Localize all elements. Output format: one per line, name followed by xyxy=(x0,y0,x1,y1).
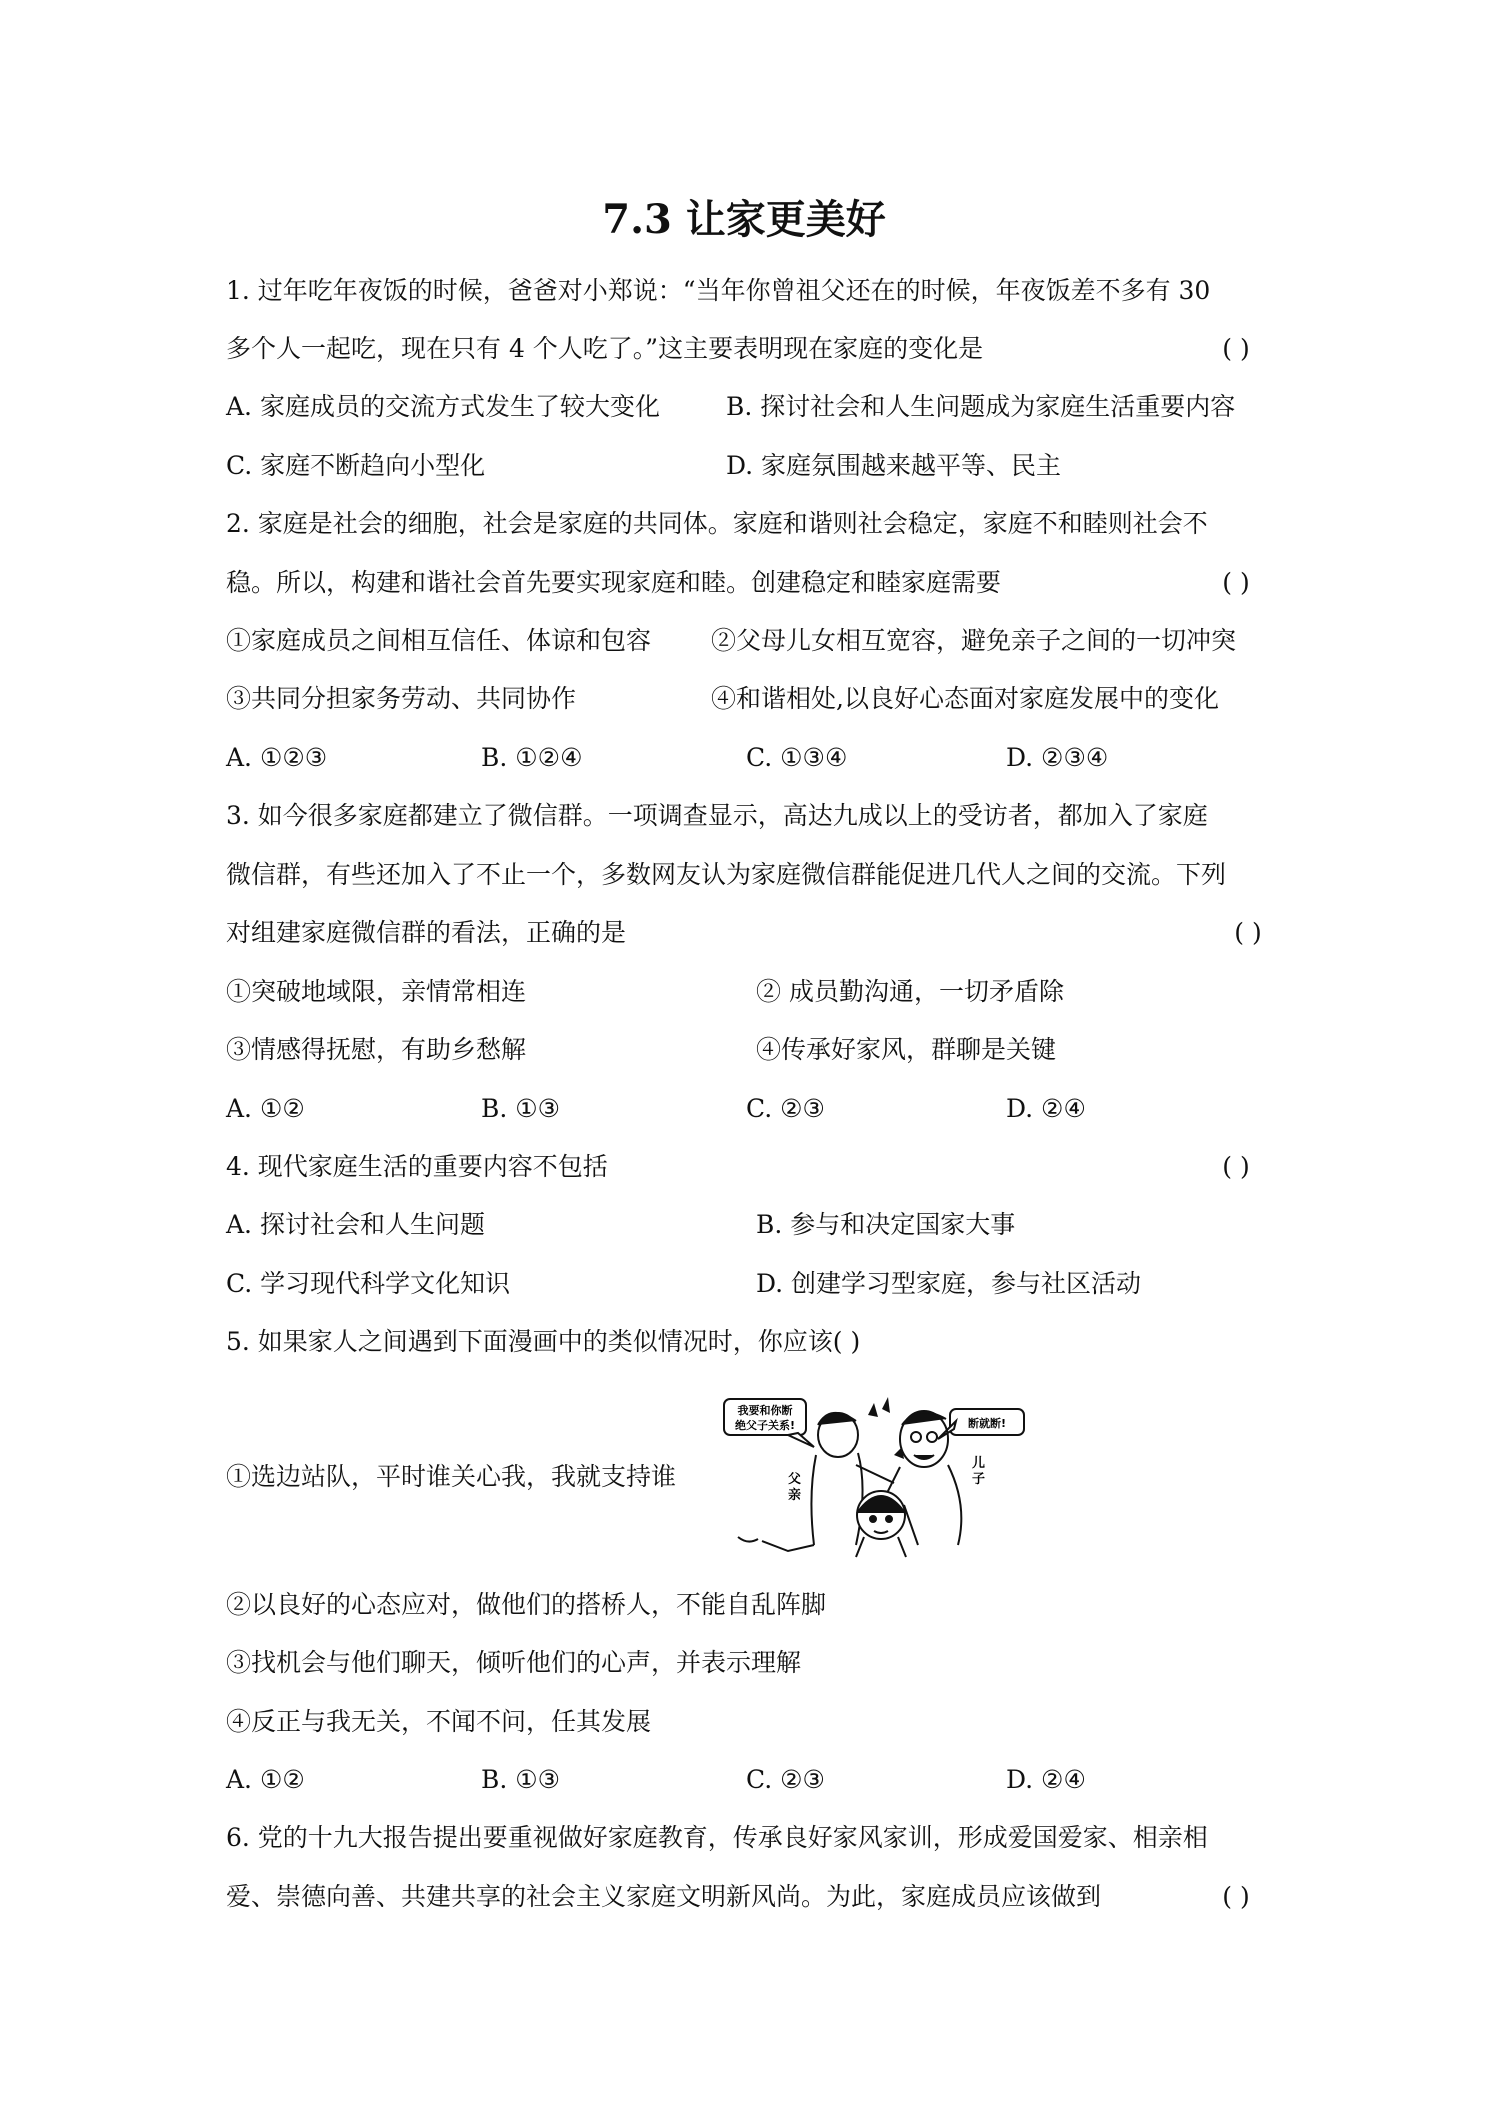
label-son-char2: 子 xyxy=(972,1472,986,1487)
q3-stem-text: 对组建家庭微信群的看法，正确的是 xyxy=(226,918,627,947)
q4-option-a: A. 探讨社会和人生问题 xyxy=(226,1210,485,1239)
q2-option-b: B. ①②④ xyxy=(481,743,583,772)
q3-option-a: A. ①② xyxy=(226,1094,305,1123)
q5-option-a: A. ①② xyxy=(226,1765,305,1794)
q1-answer-paren: ( ) xyxy=(1222,334,1250,363)
q3-option-b: B. ①③ xyxy=(481,1094,561,1123)
q5-statement-2: ②以良好的心态应对，做他们的搭桥人，不能自乱阵脚 xyxy=(226,1590,827,1619)
q3-stem-line1: 3. 如今很多家庭都建立了微信群。一项调查显示，高达九成以上的受访者，都加入了家庭 xyxy=(226,801,1208,830)
q6-stem-line1: 6. 党的十九大报告提出要重视做好家庭教育，传承良好家风家训，形成爱国爱家、相亲相 xyxy=(226,1823,1208,1852)
anger-marks xyxy=(868,1397,904,1459)
q3-statement-3: ③情感得抚慰，有助乡愁解 xyxy=(226,1035,527,1064)
q3-statements-row2 xyxy=(226,1021,1276,1079)
q3-statement-4: ④传承好家风，群聊是关键 xyxy=(756,1035,1057,1064)
q1-stem-line1: 1. 过年吃年夜饭的时候，爸爸对小郑说：“当年你曾祖父还在的时候，年夜饭差不多有 30 xyxy=(226,276,1211,305)
q3-option-c: C. ②③ xyxy=(746,1094,825,1123)
q1-stem-text: 多个人一起吃，现在只有 4 个人吃了。”这主要表明现在家庭的变化是 xyxy=(226,334,984,363)
q2-statements-row1 xyxy=(226,612,1276,670)
q1-options-row1 xyxy=(226,378,1276,436)
q2-option-c: C. ①③④ xyxy=(746,743,848,772)
q6-stem-text: 爱、崇德向善、共建共享的社会主义家庭文明新风尚。为此，家庭成员应该做到 xyxy=(226,1882,1102,1911)
q3-statements-row1 xyxy=(226,963,1276,1021)
page-title: 7.3 让家更美好 xyxy=(602,196,886,243)
q5-options-row xyxy=(226,1751,1276,1809)
q2-options-row xyxy=(226,729,1276,787)
q3-stem-line3 xyxy=(226,904,1276,962)
q5-option-c: C. ②③ xyxy=(746,1765,825,1794)
q2-option-a: A. ①②③ xyxy=(226,743,328,772)
q3-statement-1: ①突破地域限，亲情常相连 xyxy=(226,977,527,1006)
q3-option-d: D. ②④ xyxy=(1006,1094,1086,1123)
label-father-char1: 父 xyxy=(788,1472,802,1487)
q3-statement-2: ② 成员勤沟通，一切矛盾除 xyxy=(756,977,1064,1006)
q2-statement-3: ③共同分担家务劳动、共同协作 xyxy=(226,684,577,713)
q2-answer-paren: ( ) xyxy=(1222,568,1250,597)
q4-option-d: D. 创建学习型家庭，参与社区活动 xyxy=(756,1269,1142,1298)
q1-option-b: B. 探讨社会和人生问题成为家庭生活重要内容 xyxy=(726,392,1236,421)
speech-bubble-left-line2: 绝父子关系! xyxy=(734,1419,796,1432)
speech-bubble-left-tail xyxy=(788,1433,814,1447)
q2-statement-4: ④和谐相处,以良好心态面对家庭发展中的变化 xyxy=(711,684,1219,713)
q2-stem-line1: 2. 家庭是社会的细胞，社会是家庭的共同体。家庭和谐则社会稳定，家庭不和睦则社会不 xyxy=(226,509,1208,538)
q2-statement-2: ②父母儿女相互宽容，避免亲子之间的一切冲突 xyxy=(711,626,1237,655)
q3-stem-line2: 微信群，有些还加入了不止一个，多数网友认为家庭微信群能促进几代人之间的交流。下列 xyxy=(226,860,1227,889)
comic-illustration xyxy=(718,1395,1034,1559)
q5-option-b: B. ①③ xyxy=(481,1765,561,1794)
q5-statement-3: ③找机会与他们聊天，倾听他们的心声，并表示理解 xyxy=(226,1648,802,1677)
q6-stem-line2 xyxy=(226,1868,1276,1926)
q4-answer-paren: ( ) xyxy=(1222,1152,1250,1181)
q4-options-row1 xyxy=(226,1196,1276,1254)
q2-stem-text: 稳。所以，构建和谐社会首先要实现家庭和睦。创建稳定和睦家庭需要 xyxy=(226,568,1002,597)
q1-options-row2 xyxy=(226,437,1276,495)
label-father-char2: 亲 xyxy=(788,1488,802,1503)
q5-stem-line1: 5. 如果家人之间遇到下面漫画中的类似情况时，你应该( ) xyxy=(226,1327,861,1356)
q2-option-d: D. ②③④ xyxy=(1006,743,1109,772)
q4-option-c: C. 学习现代科学文化知识 xyxy=(226,1269,511,1298)
q5-statement-1: ①选边站队，平时谁关心我，我就支持谁 xyxy=(226,1462,677,1491)
q3-options-row xyxy=(226,1080,1276,1138)
q5-statement-4: ④反正与我无关，不闻不问，任其发展 xyxy=(226,1707,652,1736)
q5-option-d: D. ②④ xyxy=(1006,1765,1086,1794)
q4-stem-line1 xyxy=(226,1138,1276,1196)
q1-option-d: D. 家庭氛围越来越平等、民主 xyxy=(726,451,1062,480)
q3-answer-paren: ( ) xyxy=(1234,918,1262,947)
q1-option-c: C. 家庭不断趋向小型化 xyxy=(226,451,486,480)
q6-answer-paren: ( ) xyxy=(1222,1882,1250,1911)
speech-bubble-right-text: 断就断! xyxy=(967,1417,1007,1430)
q1-option-a: A. 家庭成员的交流方式发生了较大变化 xyxy=(226,392,660,421)
q4-option-b: B. 参与和决定国家大事 xyxy=(756,1210,1016,1239)
q2-statement-1: ①家庭成员之间相互信任、体谅和包容 xyxy=(226,626,652,655)
label-son-char1: 儿 xyxy=(972,1456,986,1471)
q2-statements-row2 xyxy=(226,670,1276,728)
family-conflict-comic xyxy=(718,1395,1034,1559)
q2-stem-line2 xyxy=(226,554,1276,612)
q4-options-row2 xyxy=(226,1255,1276,1313)
q1-stem-line2 xyxy=(226,320,1276,378)
child-figure xyxy=(856,1491,906,1557)
q4-stem-text: 4. 现代家庭生活的重要内容不包括 xyxy=(226,1152,608,1181)
speech-bubble-left-line1: 我要和你断 xyxy=(737,1404,793,1417)
